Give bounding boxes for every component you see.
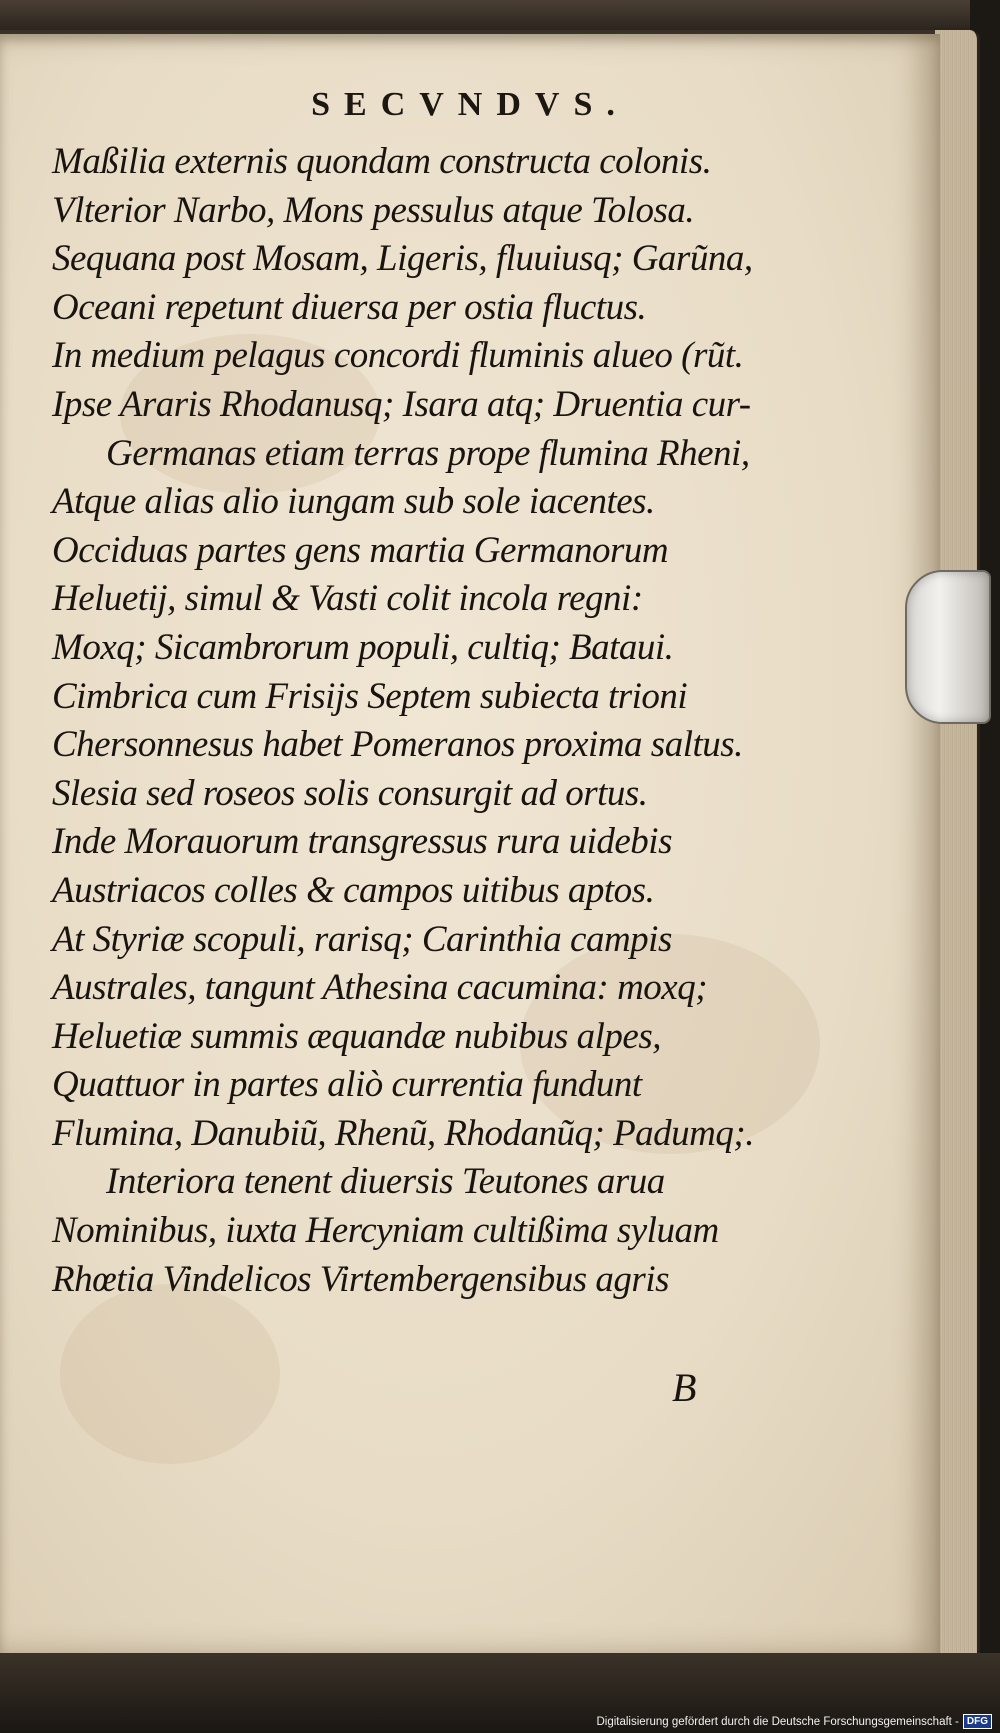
verse-line: In medium pelagus concordi fluminis alueo (rũt. [52,335,744,377]
verse-line: Atque alias alio iungam sub sole iacentes. [52,481,655,523]
verse-line: Flumina, Danubiũ, Rhenũ, Rhodanũq; Padumq;. [52,1112,754,1154]
bookmark-clip-icon [905,570,991,724]
verse-line: Quattuor in partes aliò currentia fundunt [52,1064,642,1106]
verse-line: Maßilia externis quondam constructa colonis. [52,141,712,182]
verse-line: Austriacos colles & campos uitibus aptos. [52,869,655,911]
verse-line: Chersonnesus habet Pomeranos proxima saltus. [52,724,743,766]
verse-line: Vlterior Narbo, Mons pessulus atque Tolosa. [52,189,695,231]
verse-line: Slesia sed roseos solis consurgit ad ortus. [52,772,648,814]
book-page [0,34,940,1654]
verse-line: Australes, tangunt Athesina cacumina: moxq; [52,967,708,1009]
verse-line: Rhœtia Vindelicos Virtembergensibus agris [52,1258,670,1300]
verse-line: Sequana post Mosam, Ligeris, fluuiusq; Garũna, [52,238,753,280]
book-fore-edge [935,30,980,1670]
running-head: SECVNDVS. [311,86,629,123]
scan-background-top [0,0,1000,30]
verse-line: Oceani repetunt diuersa per ostia fluctus. [52,286,647,328]
verse-line: Ipse Araris Rhodanusq; Isara atq; Druentia cur- [52,383,751,425]
digitization-credit [596,1714,992,1729]
verse-line: Nominibus, iuxta Hercyniam cultißima syluam [52,1210,719,1252]
verse-line: Germanas etiam terras prope flumina Rheni, [106,432,750,474]
verse-line: Interiora tenent diuersis Teutones arua [106,1161,665,1203]
credit-text: Digitalisierung gefördert durch die Deutsche Forschungsgemeinschaft - [596,1715,959,1728]
verse-line: At Styriæ scopuli, rarisq; Carinthia campis [52,918,672,960]
verse-line: Inde Morauorum transgressus rura uidebis [52,821,672,863]
verse-line: Cimbrica cum Frisijs Septem subiecta trioni [52,675,688,717]
verse-line: Moxq; Sicambrorum populi, cultiq; Bataui. [52,626,674,668]
paper-stain [60,1284,280,1464]
verse-line: Occiduas partes gens martia Germanorum [52,529,669,571]
dfg-logo-icon: DFG [963,1714,992,1729]
verse-text-block [52,138,932,1304]
signature-mark: B [672,1365,697,1410]
verse-line: Heluetiæ summis æquandæ nubibus alpes, [52,1015,661,1057]
verse-line: Heluetij, simul & Vasti colit incola regni: [52,578,643,620]
